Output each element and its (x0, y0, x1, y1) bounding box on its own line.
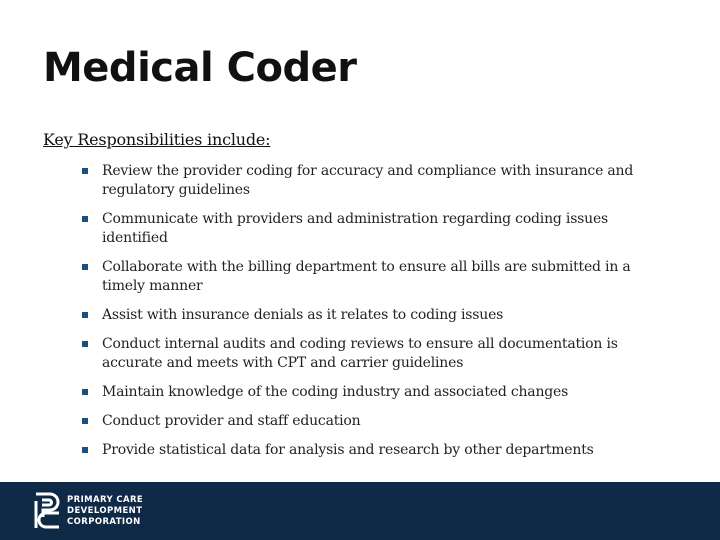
square-bullet-icon (82, 168, 88, 174)
list-item (80, 210, 650, 248)
square-bullet-icon (82, 216, 88, 222)
list-item-text: Assist with insurance denials as it relates to coding issues (102, 307, 504, 323)
pcdc-logo-text (67, 495, 143, 528)
key-responsibilities-heading: Key Responsibilities include: (43, 130, 271, 149)
square-bullet-icon (82, 447, 88, 453)
list-item (80, 306, 650, 325)
square-bullet-icon (82, 312, 88, 318)
pcdc-logo (33, 490, 143, 532)
list-item-text: Collaborate with the billing department to ensure all bills are submitted in a timely manner (102, 259, 631, 294)
slide-title: Medical Coder (43, 45, 357, 91)
square-bullet-icon (82, 264, 88, 270)
list-item (80, 162, 650, 200)
logo-text-line: DEVELOPMENT (67, 505, 143, 516)
square-bullet-icon (82, 418, 88, 424)
logo-text-line: CORPORATION (67, 516, 141, 527)
list-item (80, 335, 650, 373)
list-item-text: Conduct internal audits and coding reviews to ensure all documentation is accurate and meets with CPT and carrier guidelines (102, 336, 618, 371)
list-item (80, 383, 650, 402)
list-item-text: Communicate with providers and administration regarding coding issues identified (102, 211, 609, 246)
list-item-text: Provide statistical data for analysis and research by other departments (102, 442, 594, 458)
logo-text-line: PRIMARY CARE (67, 494, 144, 505)
pcdc-logo-icon (33, 491, 63, 531)
list-item (80, 412, 650, 431)
square-bullet-icon (82, 389, 88, 395)
list-item-text: Review the provider coding for accuracy and compliance with insurance and regulatory guidelines (102, 163, 634, 198)
footer-bar (0, 482, 720, 540)
square-bullet-icon (82, 341, 88, 347)
responsibilities-list (80, 162, 650, 470)
list-item-text: Maintain knowledge of the coding industry and associated changes (102, 384, 569, 400)
list-item-text: Conduct provider and staff education (102, 413, 361, 429)
list-item (80, 441, 650, 460)
list-item (80, 258, 650, 296)
